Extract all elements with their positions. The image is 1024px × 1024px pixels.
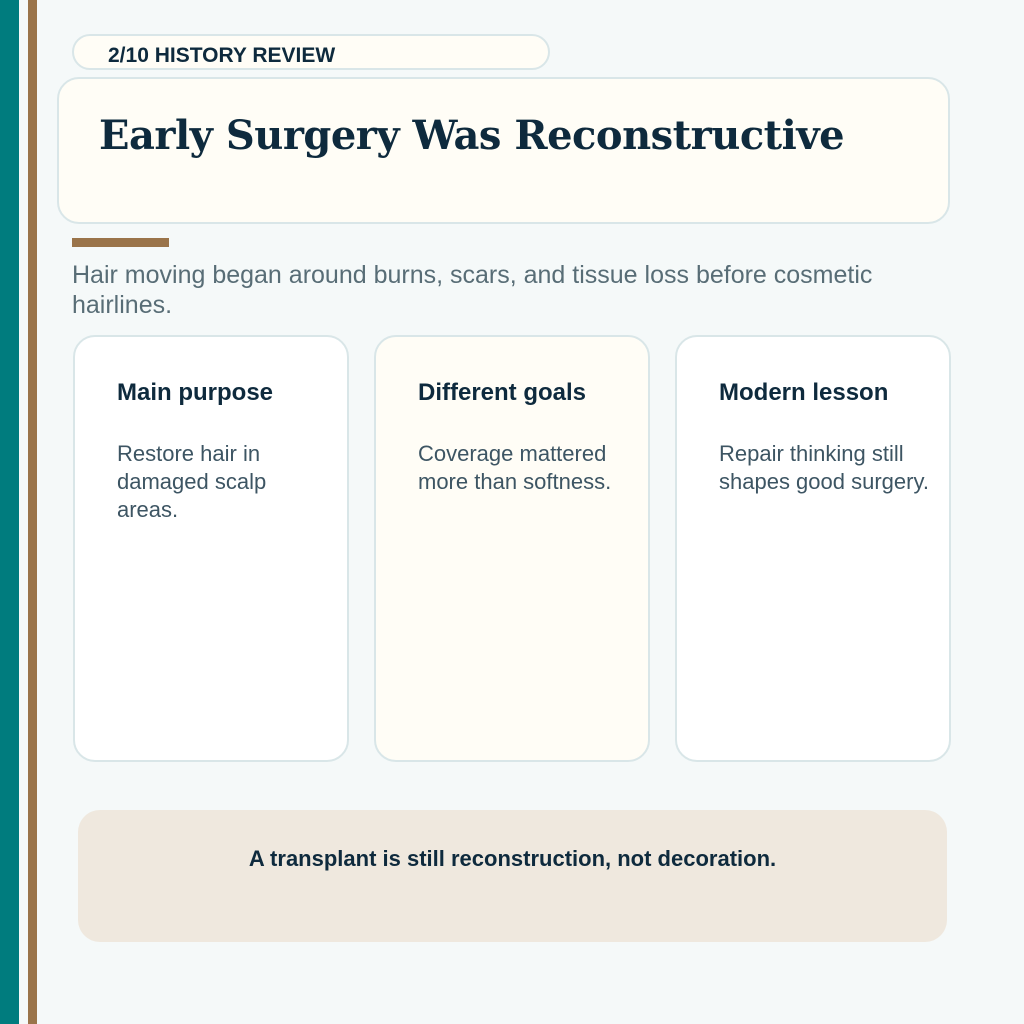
card-different-goals	[374, 335, 650, 762]
title-panel	[57, 77, 950, 224]
card-body: Restore hair in damaged scalp areas.	[117, 441, 267, 522]
card-title: Modern lesson	[719, 379, 889, 406]
title-accent-bar	[72, 238, 169, 247]
slide-subtitle: Hair moving began around burns, scars, and tissue loss before cosmetic hairlines.	[72, 261, 873, 319]
card-main-purpose	[73, 335, 349, 762]
slide-title: Early Surgery Was Reconstructive	[99, 112, 845, 159]
card-body: Coverage mattered more than softness.	[418, 441, 612, 494]
card-title: Main purpose	[117, 379, 274, 406]
card-title: Different goals	[418, 379, 587, 406]
slide-counter-pill	[72, 34, 550, 70]
card-modern-lesson	[675, 335, 951, 762]
left-teal-stripe	[0, 0, 19, 1024]
card-body: Repair thinking still shapes good surgery.	[719, 441, 929, 494]
left-gold-stripe	[28, 0, 37, 1024]
callout-banner	[78, 810, 947, 942]
slide-counter-label: 2/10 HISTORY REVIEW	[108, 44, 336, 67]
callout-text: A transplant is still reconstruction, not decoration.	[248, 846, 777, 871]
